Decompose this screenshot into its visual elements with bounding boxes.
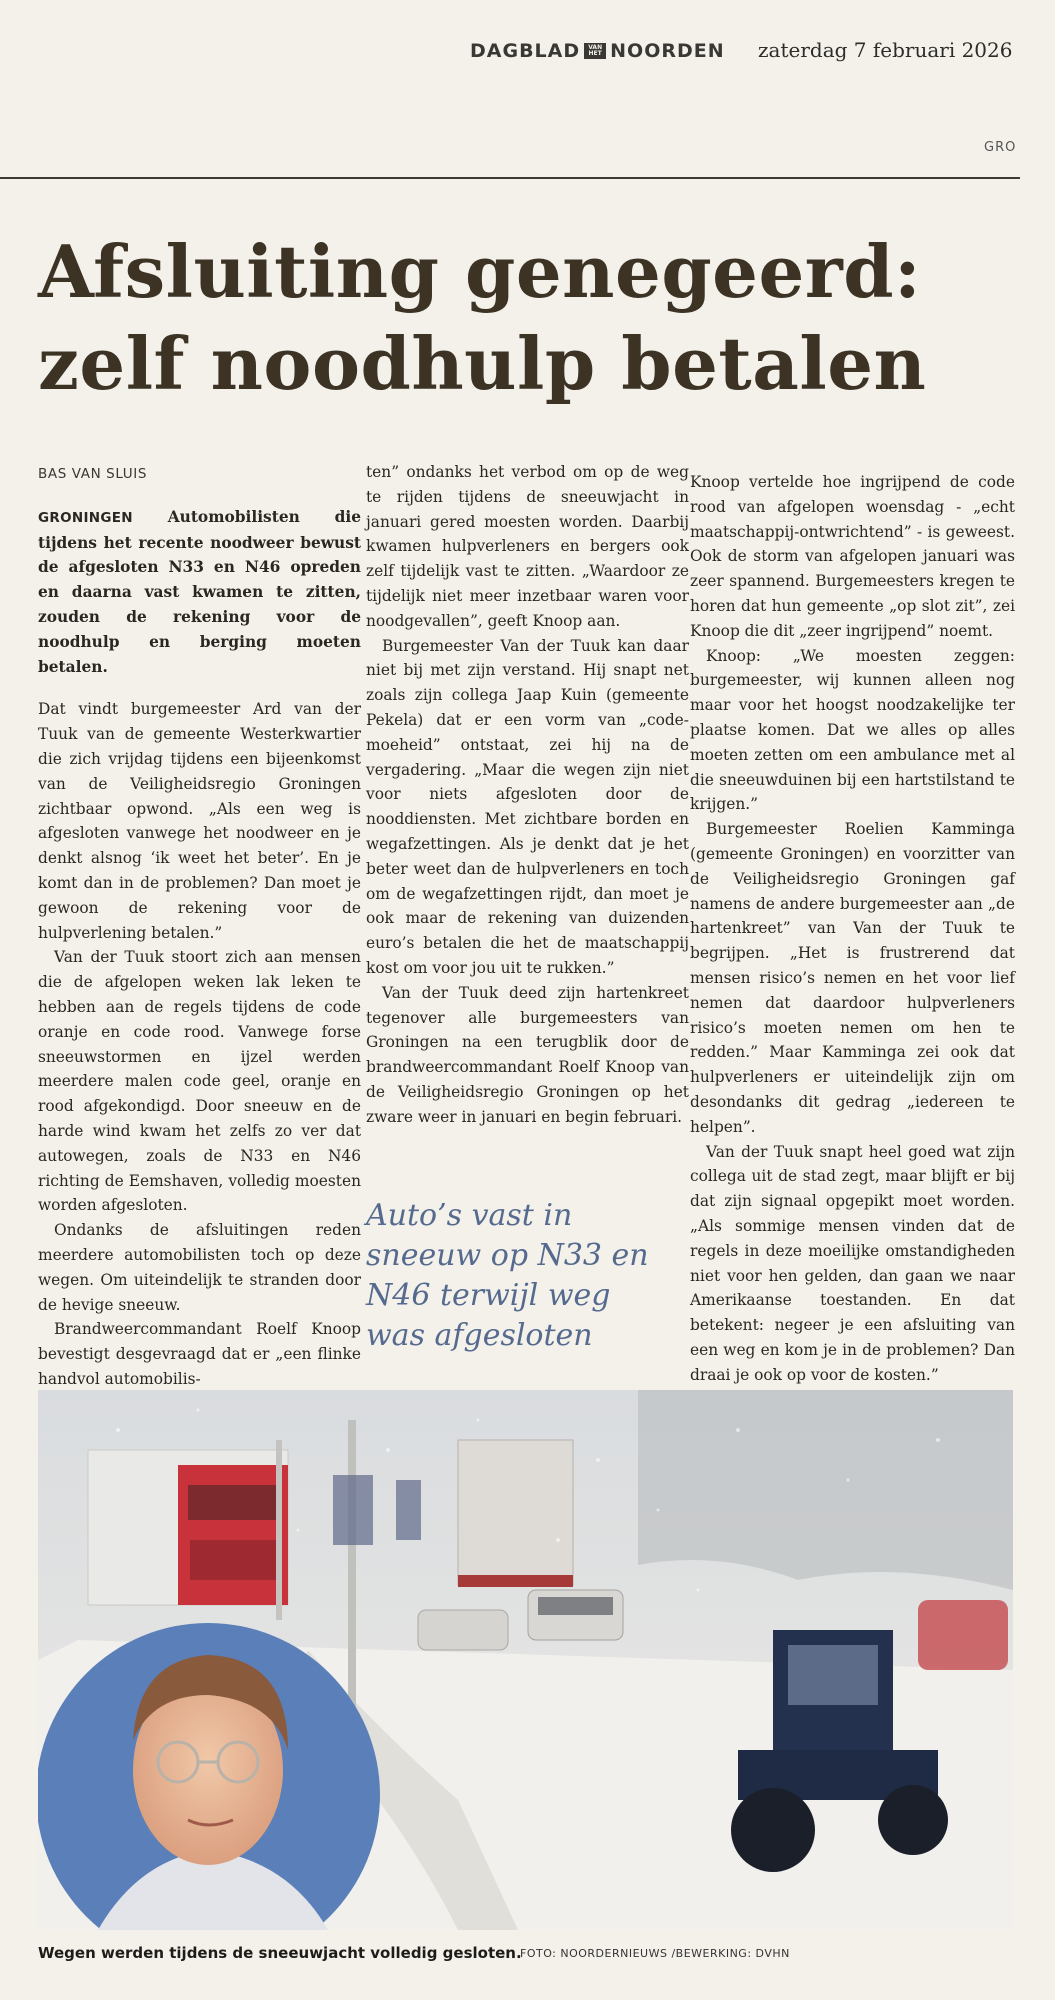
paragraph: Burgemeester Roelien Kamminga (gemeente Groningen) en voorzitter van de Veiligheidsregio Groningen gaf namens de andere burgemeester aan „de hartenkreet” van Van der Tuuk te begrijpen. „Het is frustrerend dat mensen risico’s nemen en het voor lief nemen dat daardoor hulpverleners risico’s moeten nemen om hen te redden.” Maar Kamminga zei ook dat hulpverleners er uiteindelijk zijn om desondanks dit gedrag „iedereen te helpen”. xyxy=(690,820,1015,1136)
traffic-light xyxy=(333,1475,373,1545)
article-column-3 xyxy=(690,470,1015,1387)
photo-credit: FOTO: NOORDERNIEUWS /BEWERKING: DVHN xyxy=(520,1947,790,1960)
headline xyxy=(38,226,1028,410)
car-window xyxy=(538,1597,613,1615)
snow-road-illustration xyxy=(38,1390,1013,1930)
article-column-2 xyxy=(366,460,689,1130)
paragraph: Ondanks de afsluitingen reden meerdere automobilisten toch op deze wegen. Om uiteindelijk te stranden door de hevige sneeuw. xyxy=(38,1221,361,1314)
paragraph: Knoop vertelde hoe ingrijpend de code rood van afgelopen woensdag - „echt maatschappij-ontwrichtend” - is geweest. Ook de storm van afgelopen januari was zeer spannend. Burgemeesters kregen te horen dat hun gemeente „op slot zit”, zei Knoop die dit „zeer ingrijpend” noemt. xyxy=(690,473,1015,640)
paragraph: Burgemeester Van der Tuuk kan daar niet bij met zijn verstand. Hij snapt net zoals zijn collega Jaap Kuin (gemeente Pekela) dat er een vorm van „code-moeheid” ontstaat, zei hij na de vergadering. „Maar die wegen zijn niet voor niets afgesloten door de nooddiensten. Met zichtbare borden en wegafzettingen. Als je denkt dat je het beter weet dan de hulpverleners en toch om de wegafzettingen rijdt, dan moet je ook maar de rekening van duizenden euro’s betalen die het de maatschappij kost om voor jou uit te rukken.” xyxy=(366,636,689,977)
masthead-name: DAGBLAD xyxy=(470,40,581,62)
article-column-1 xyxy=(38,462,361,1392)
masthead-logo xyxy=(470,40,725,62)
masthead-region: NOORDEN xyxy=(610,40,725,62)
box-truck xyxy=(458,1440,573,1585)
article-lead xyxy=(38,505,361,680)
photo-caption: Wegen werden tijdens de sneeuwjacht volledig gesloten. xyxy=(38,1944,522,1962)
paragraph: Brandweercommandant Roelf Knoop bevestigt desgevraagd dat er „een flinke handvol automobilis- xyxy=(38,1320,361,1388)
paragraph: Van der Tuuk deed zijn hartenkreet tegenover alle burgemeesters van Groningen na een terugblik door de brandweercommandant Roelf Knoop van de Veiligheidsregio Groningen op het zware weer in januari en begin februari. xyxy=(366,983,689,1126)
paragraph: Van der Tuuk stoort zich aan mensen die de afgelopen weken lak leken te hebben aan de regels tijdens de code oranje en code rood. Vanwege forse sneeuwstormen en ijzel werden meerdere malen code geel, oranje en rood afgekondigd. Door sneeuw en de harde wind kwam het zelfs zo ver dat autowegen, zoals de N33 en N46 richting de Eemshaven, volledig moesten worden afgesloten. xyxy=(38,948,361,1215)
traffic-light xyxy=(396,1480,421,1540)
paragraph: Van der Tuuk snapt heel goed wat zijn collega uit de stad zegt, maar blijft er bij dat zijn signaal opgepikt moet worden. „Als sommige mensen vinden dat de regels in deze moeilijke omstandigheden niet voor hen gelden, dan gaan we naar Amerikaanse toestanden. En dat betekent: negeer je een afsluiting van een weg en kom je in de problemen? Dan draai je ook op voor de kosten.” xyxy=(690,1142,1015,1384)
box-truck-bumper xyxy=(458,1575,573,1587)
truck-windshield xyxy=(188,1485,278,1520)
section-code: GRO xyxy=(984,140,1017,155)
masthead-connector: VAN HET xyxy=(584,43,606,59)
tractor-wheel xyxy=(731,1788,815,1872)
dateline: GRONINGEN xyxy=(38,509,133,526)
truck-grille xyxy=(190,1540,276,1580)
issue-date: zaterdag 7 februari 2026 xyxy=(758,38,1013,62)
header-rule xyxy=(0,177,1020,179)
headline-line-2: zelf noodhulp betalen xyxy=(38,321,927,406)
tractor-wheel xyxy=(878,1785,948,1855)
paragraph: Dat vindt burgemeester Ard van der Tuuk van de gemeente Westerkwartier die zich vrijdag tijdens een bijeenkomst van de Veiligheidsregio Groningen zichtbaar opwond. „Als een weg is afgesloten vanwege het noodweer en je denkt alsnog ‘ik weet het beter’. En je komt dan in de problemen? Dan moet je gewoon de rekening voor de hulpverlening betalen.” xyxy=(38,700,361,942)
tree-line xyxy=(638,1390,1013,1590)
paragraph: ten” ondanks het verbod om op de weg te rijden tijdens de sneeuwjacht in januari gered moesten worden. Daarbij kwamen hulpverleners en bergers ook zelf tijdelijk vast te zitten. „Waardoor ze tijdelijk niet meer inzetbaar waren voor noodgevallen”, geeft Knoop aan. xyxy=(366,463,689,630)
article-photo xyxy=(38,1390,1013,1930)
red-car xyxy=(918,1600,1008,1670)
pull-quote: Auto’s vast in sneeuw op N33 en N46 terwijl weg was afgesloten xyxy=(366,1198,649,1353)
tractor-window xyxy=(788,1645,878,1705)
sign-pole xyxy=(276,1440,282,1620)
car xyxy=(418,1610,508,1650)
paragraph: Knoop: „We moesten zeggen: burgemeester, wij kunnen alleen nog maar voor het hoogst noodzakelijke ter plaatse komen. Dat we alles op alles moeten zetten om een ambulance met al die sneeuwduinen bij een hartstilstand te krijgen.” xyxy=(690,646,1015,814)
byline: BAS VAN SLUIS xyxy=(38,466,148,482)
lead-text: Automobilisten die tijdens het recente noodweer bewust de afgesloten N33 en N46 opreden en daarna vast kwamen te zitten, zouden de rekening voor de noodhulp en berging moeten betalen. xyxy=(38,507,362,676)
headline-line-1: Afsluiting genegeerd: xyxy=(38,229,922,314)
